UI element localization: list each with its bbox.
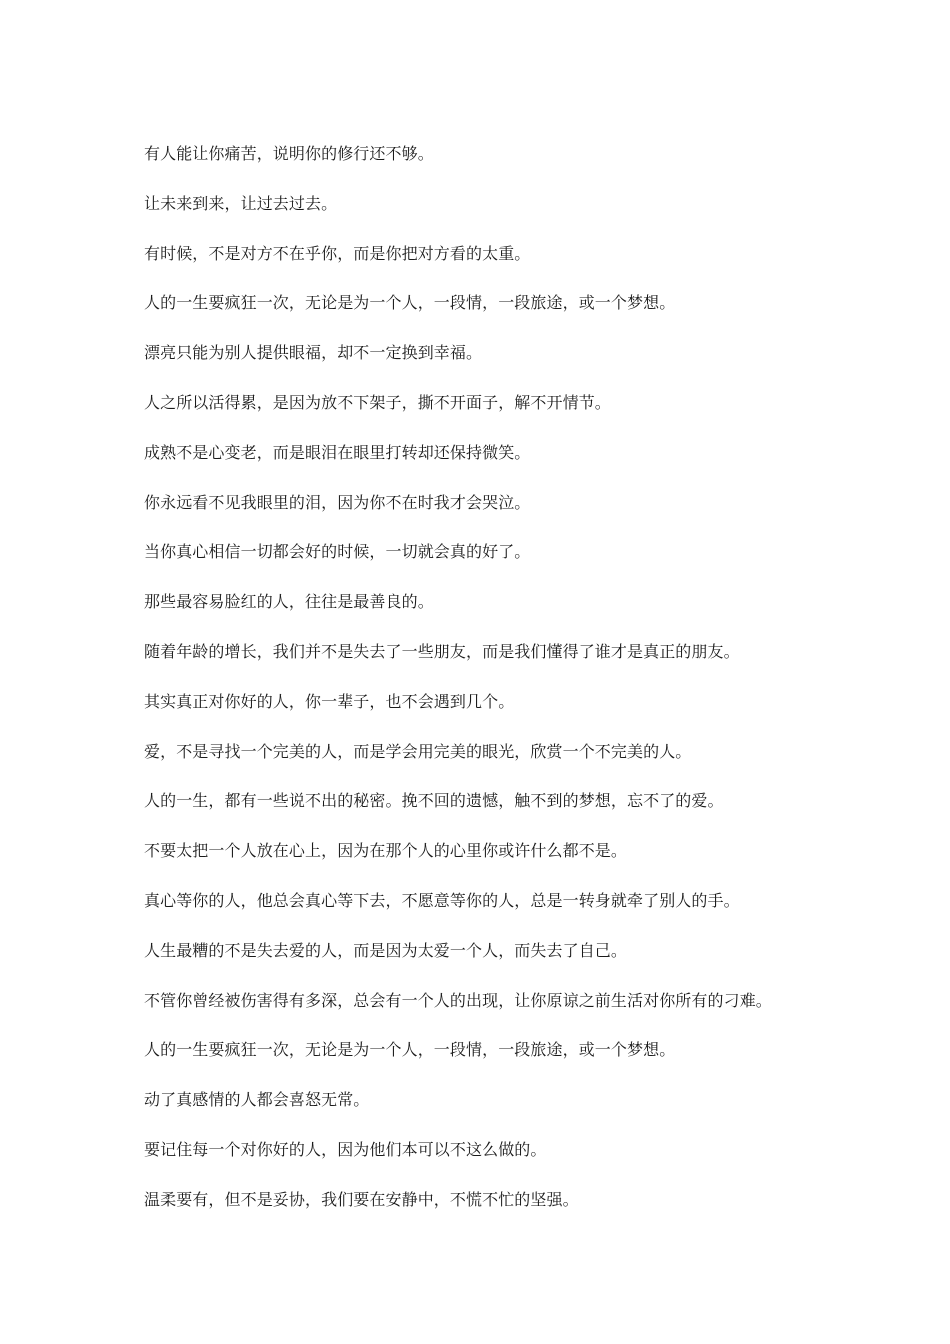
text-line-1: 有人能让你痛苦，说明你的修行还不够。 xyxy=(144,144,434,163)
text-line-21: 要记住每一个对你好的人，因为他们本可以不这么做的。 xyxy=(144,1139,547,1159)
text-line-8: 你永远看不见我眼里的泪，因为你不在时我才会哭泣。 xyxy=(144,492,531,512)
text-line-19: 人的一生要疯狂一次，无论是为一个人，一段情，一段旅途，或一个梦想。 xyxy=(144,1040,676,1060)
text-line-4: 人的一生要疯狂一次，无论是为一个人，一段情，一段旅途，或一个梦想。 xyxy=(144,293,676,313)
text-line-2: 让未来到来，让过去过去。 xyxy=(144,193,338,213)
text-line-14: 人的一生，都有一些说不出的秘密。挽不回的遗憾，触不到的梦想，忘不了的爱。 xyxy=(144,791,724,811)
text-line-15: 不要太把一个人放在心上，因为在那个人的心里你或许什么都不是。 xyxy=(144,841,628,861)
text-line-20: 动了真感情的人都会喜怒无常。 xyxy=(144,1090,370,1110)
text-line-11: 随着年龄的增长，我们并不是失去了一些朋友，而是我们懂得了谁才是真正的朋友。 xyxy=(144,641,740,661)
text-line-6: 人之所以活得累，是因为放不下架子，撕不开面子，解不开情节。 xyxy=(144,392,611,412)
text-line-10: 那些最容易脸红的人，往往是最善良的。 xyxy=(144,592,434,612)
text-line-9: 当你真心相信一切都会好的时候，一切就会真的好了。 xyxy=(144,542,531,562)
text-line-3: 有时候，不是对方不在乎你，而是你把对方看的太重。 xyxy=(144,243,531,263)
text-line-17: 人生最糟的不是失去爱的人，而是因为太爱一个人，而失去了自己。 xyxy=(144,940,628,960)
text-line-16: 真心等你的人，他总会真心等下去，不愿意等你的人，总是一转身就牵了别人的手。 xyxy=(144,890,740,910)
text-line-22: 温柔要有，但不是妥协，我们要在安静中，不慌不忙的坚强。 xyxy=(144,1189,579,1209)
text-line-7: 成熟不是心变老，而是眼泪在眼里打转却还保持微笑。 xyxy=(144,442,531,462)
text-line-12: 其实真正对你好的人，你一辈子，也不会遇到几个。 xyxy=(144,691,515,711)
text-line-18: 不管你曾经被伤害得有多深，总会有一个人的出现，让你原谅之前生活对你所有的刁难。 xyxy=(144,990,772,1010)
text-line-5: 漂亮只能为别人提供眼福，却不一定换到幸福。 xyxy=(144,343,483,363)
text-line-13: 爱，不是寻找一个完美的人，而是学会用完美的眼光，欣赏一个不完美的人。 xyxy=(144,741,692,761)
document-body xyxy=(144,142,824,1238)
